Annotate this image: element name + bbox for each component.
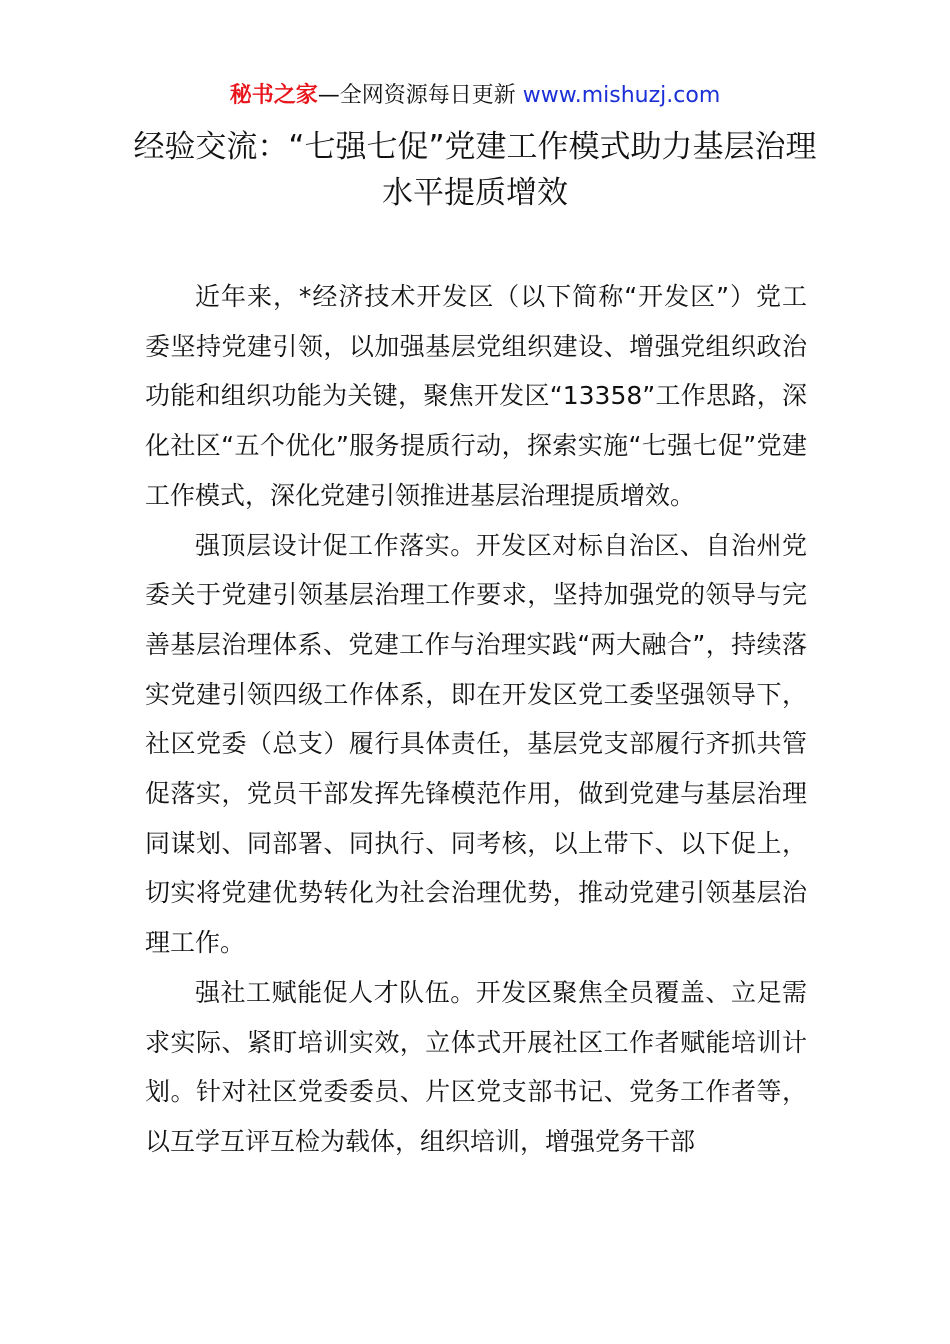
body-paragraph-social-work: 强社工赋能促人才队伍。开发区聚焦全员覆盖、立足需求实际、紧盯培训实效，立体式开展社区工作者赋能培训计划。针对社区党委委员、片区党支部书记、党务工作者等，以互学互评互检为载体，组织培训，增强党务干部: [145, 977, 807, 1156]
site-header: [0, 80, 950, 112]
site-url-link[interactable]: www.mishuzj.com: [522, 83, 721, 108]
document-body: [145, 272, 807, 1167]
document-title: 经验交流：“七强七促”党建工作模式助力基层治理水平提质增效: [133, 129, 817, 211]
site-tagline: —全网资源每日更新: [317, 83, 523, 108]
site-brand: 秘书之家: [229, 83, 318, 108]
body-paragraph-top-level-design: 强顶层设计促工作落实。开发区对标自治区、自治州党委关于党建引领基层治理工作要求，坚持加强党的领导与完善基层治理体系、党建工作与治理实践“两大融合”，持续落实党建引领四级工作体系，即在开发区党工委坚强领导下，社区党委（总支）履行具体责任，基层党支部履行齐抓共管促落实，党员干部发挥先锋模范作用，做到党建与基层治理同谋划、同部署、同执行、同考核，以上带下、以下促上，切实将党建优势转化为社会治理优势，推动党建引领基层治理工作。: [145, 530, 807, 958]
body-paragraph-intro: 近年来，*经济技术开发区（以下简称“开发区”）党工委坚持党建引领，以加强基层党组织建设、增强党组织政治功能和组织功能为关键，聚焦开发区“13358”工作思路，深化社区“五个优化”服务提质行动，探索实施“七强七促”党建工作模式，深化党建引领推进基层治理提质增效。: [145, 282, 807, 510]
